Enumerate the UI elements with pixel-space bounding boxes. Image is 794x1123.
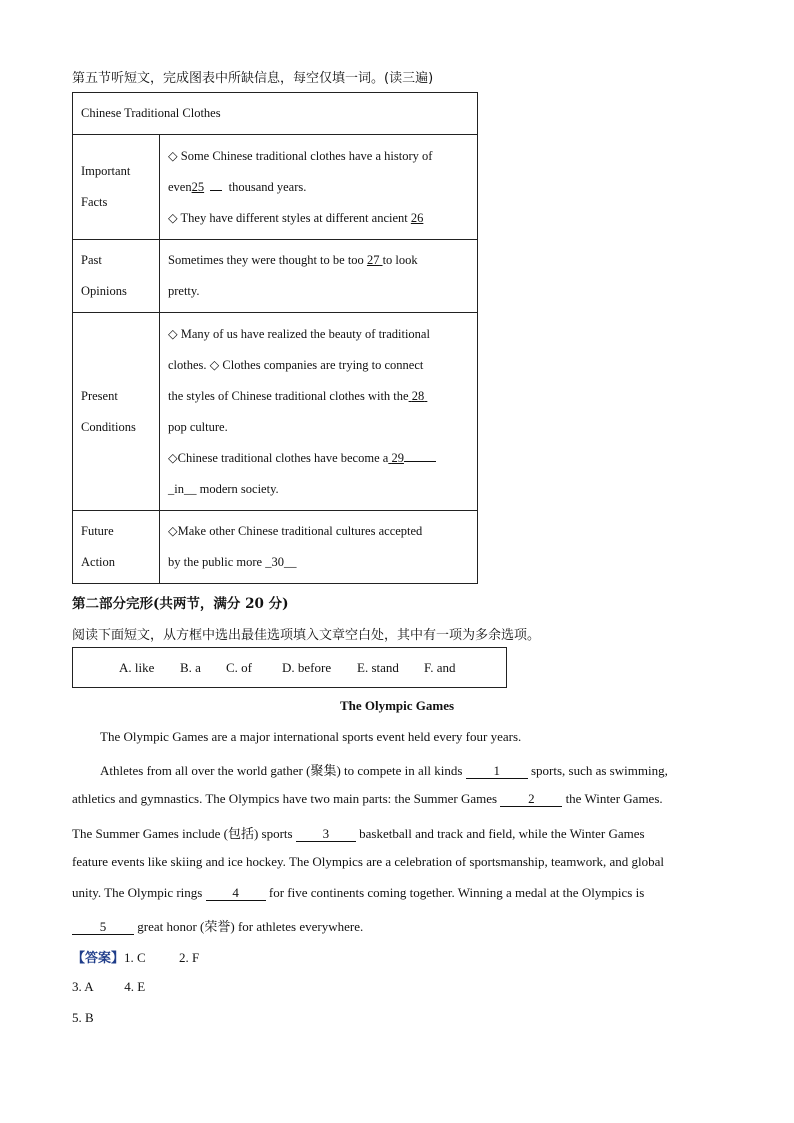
table-title: Chinese Traditional Clothes [73,93,478,135]
blank-4: 4 [206,886,266,901]
passage-line-4: The Summer Games include (包括) sports 3 basketball and track and field, while the Winter Games [72,826,645,841]
row-content-action: ◇Make other Chinese traditional cultures accepted by the public more _30__ [160,511,478,584]
row-content-opinions: Sometimes they were thought to be too 27 to look pretty. [160,240,478,313]
options-box [72,647,507,688]
passage-line-6: unity. The Olympic rings 4 for five continents coming together. Winning a medal at the Olympics is [72,885,645,900]
blank-26: 26 [410,210,424,225]
row-label-action: Future Action [73,511,160,584]
row-label-facts: Important Facts [73,135,160,240]
option-f: F. and [424,660,456,675]
blank-30: 30 [271,555,284,569]
blank-27: 27 [366,253,380,267]
passage-line-2: Athletes from all over the world gather (聚集) to compete in all kinds 1 sports, such as swimming, [100,763,668,778]
answer-label: 【答案】 [72,951,125,966]
blank-28: 28 [411,388,425,403]
option-d: D. before [282,660,332,675]
passage-line-1: The Olympic Games are a major international sports event held every four years. [100,729,522,744]
option-b: B. a [180,660,201,675]
answers-line-2: 3. A 4. E [72,979,146,994]
row-label-conditions: Present Conditions [73,313,160,511]
blank-25: 25 [191,179,205,194]
blank-1: 1 [466,764,528,779]
option-c: C. of [226,660,252,675]
info-table [72,92,478,584]
row-label-opinions: Past Opinions [73,240,160,313]
passage-line-5: feature events like skiing and ice hockey. The Olympics are a celebration of sportsmanship, teamwork, and global [72,854,665,869]
answers-line-3: 5. B [72,1010,94,1025]
blank-2: 2 [500,792,562,807]
blank-3: 3 [296,827,356,842]
row-content-facts: ◇ Some Chinese traditional clothes have a history of even25 thousand years. ◇ They have different styles at different ancient 26 [160,135,478,240]
answers-line-1: 【答案】1. C 2. F [72,950,200,966]
blank-29: 29 [391,450,404,465]
blank-5: 5 [72,920,134,935]
section5-instruction: 第五节听短文，完成图表中所缺信息，每空仅填一词。(读三遍) [72,71,434,86]
row-content-conditions: ◇ Many of us have realized the beauty of traditional clothes. ◇ Clothes companies are trying to connect the styles of Chinese traditional clothes with the 28 pop culture. ◇Chinese traditional clothes have become a 29 _in__ modern society. [160,313,478,511]
passage-line-3: athletics and gymnastics. The Olympics have two main parts: the Summer Games 2 the Winter Games. [72,791,663,806]
part2-heading: 第二部分完形(共两节，满分 20 分) [72,596,289,612]
option-a: A. like [119,660,155,675]
passage-title: The Olympic Games [339,698,455,713]
part2-instruction: 阅读下面短文，从方框中选出最佳选项填入文章空白处，其中有一项为多余选项。 [72,628,541,643]
passage-line-7: 5 great honor (荣誉) for athletes everywhere. [72,916,363,935]
option-e: E. stand [357,660,399,675]
